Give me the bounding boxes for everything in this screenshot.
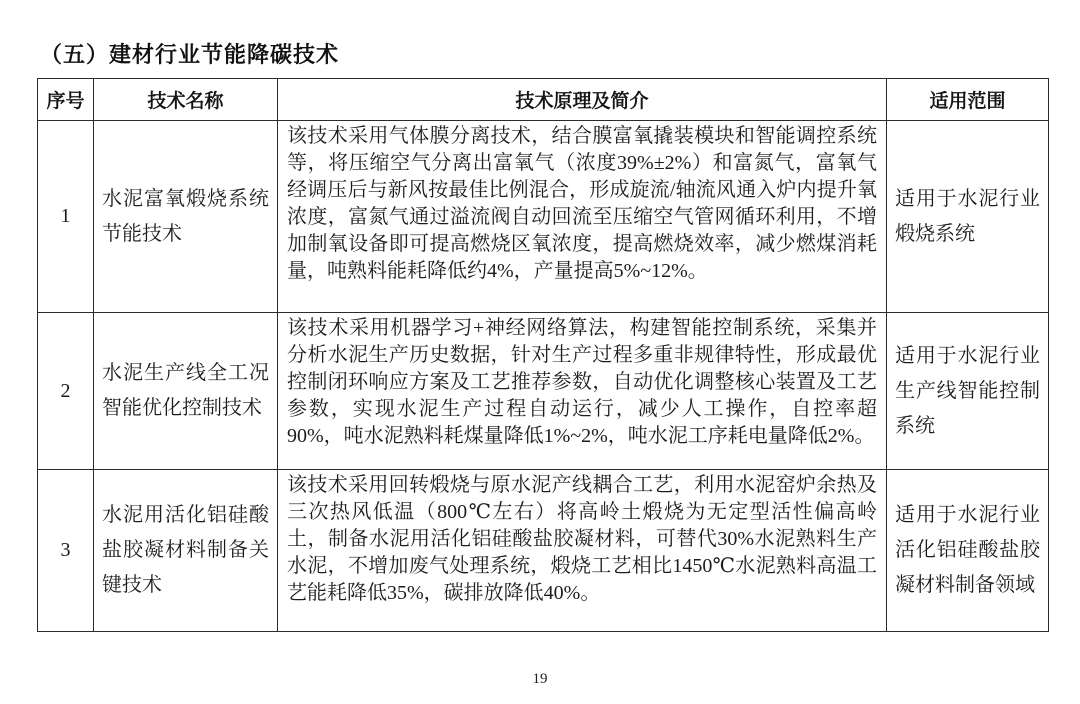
row-number-cell: 2 — [38, 313, 94, 470]
tech-name-cell: 水泥富氧煅烧系统节能技术 — [94, 121, 278, 313]
scope-cell: 适用于水泥行业活化铝硅酸盐胶凝材料制备领域 — [887, 470, 1049, 632]
table-row — [38, 470, 1049, 632]
table-header-row — [38, 79, 1049, 121]
header-index: 序号 — [38, 79, 94, 121]
tech-name-cell: 水泥生产线全工况智能优化控制技术 — [94, 313, 278, 470]
scope-cell: 适用于水泥行业煅烧系统 — [887, 121, 1049, 313]
header-principle: 技术原理及简介 — [278, 79, 887, 121]
row-number-cell: 3 — [38, 470, 94, 632]
row-number-cell: 1 — [38, 121, 94, 313]
table-row — [38, 121, 1049, 313]
header-tech-name: 技术名称 — [94, 79, 278, 121]
description-cell: 该技术采用机器学习+神经网络算法，构建智能控制系统，采集并分析水泥生产历史数据，针对生产过程多重非规律特性，形成最优控制闭环响应方案及工艺推荐参数，自动优化调整核心装置及工艺参数，实现水泥生产过程自动运行，减少人工操作，自控率超90%，吨水泥熟料耗煤量降低1%~2%，吨水泥工序耗电量降低2%。 — [278, 313, 887, 470]
description-cell: 该技术采用回转煅烧与原水泥产线耦合工艺，利用水泥窑炉余热及三次热风低温（800℃左右）将高岭土煅烧为无定型活性偏高岭土，制备水泥用活化铝硅酸盐胶凝材料，可替代30%水泥熟料生产水泥，不增加废气处理系统，煅烧工艺相比1450℃水泥熟料高温工艺能耗降低35%，碳排放降低40%。 — [278, 470, 887, 632]
tech-name-cell: 水泥用活化铝硅酸盐胶凝材料制备关键技术 — [94, 470, 278, 632]
scope-cell: 适用于水泥行业生产线智能控制系统 — [887, 313, 1049, 470]
section-title: （五）建材行业节能降碳技术 — [40, 42, 340, 67]
table-row — [38, 313, 1049, 470]
description-cell: 该技术采用气体膜分离技术，结合膜富氧撬装模块和智能调控系统等，将压缩空气分离出富氧气（浓度39%±2%）和富氮气，富氧气经调压后与新风按最佳比例混合，形成旋流/轴流风通入炉内提升氧浓度，富氮气通过溢流阀自动回流至压缩空气管网循环利用，不增加制氧设备即可提高燃烧区氧浓度，提高燃烧效率，减少燃煤消耗量，吨熟料能耗降低约4%，产量提高5%~12%。 — [278, 121, 887, 313]
page-number: 19 — [532, 671, 548, 687]
header-scope: 适用范围 — [887, 79, 1049, 121]
technology-table — [37, 78, 1049, 632]
